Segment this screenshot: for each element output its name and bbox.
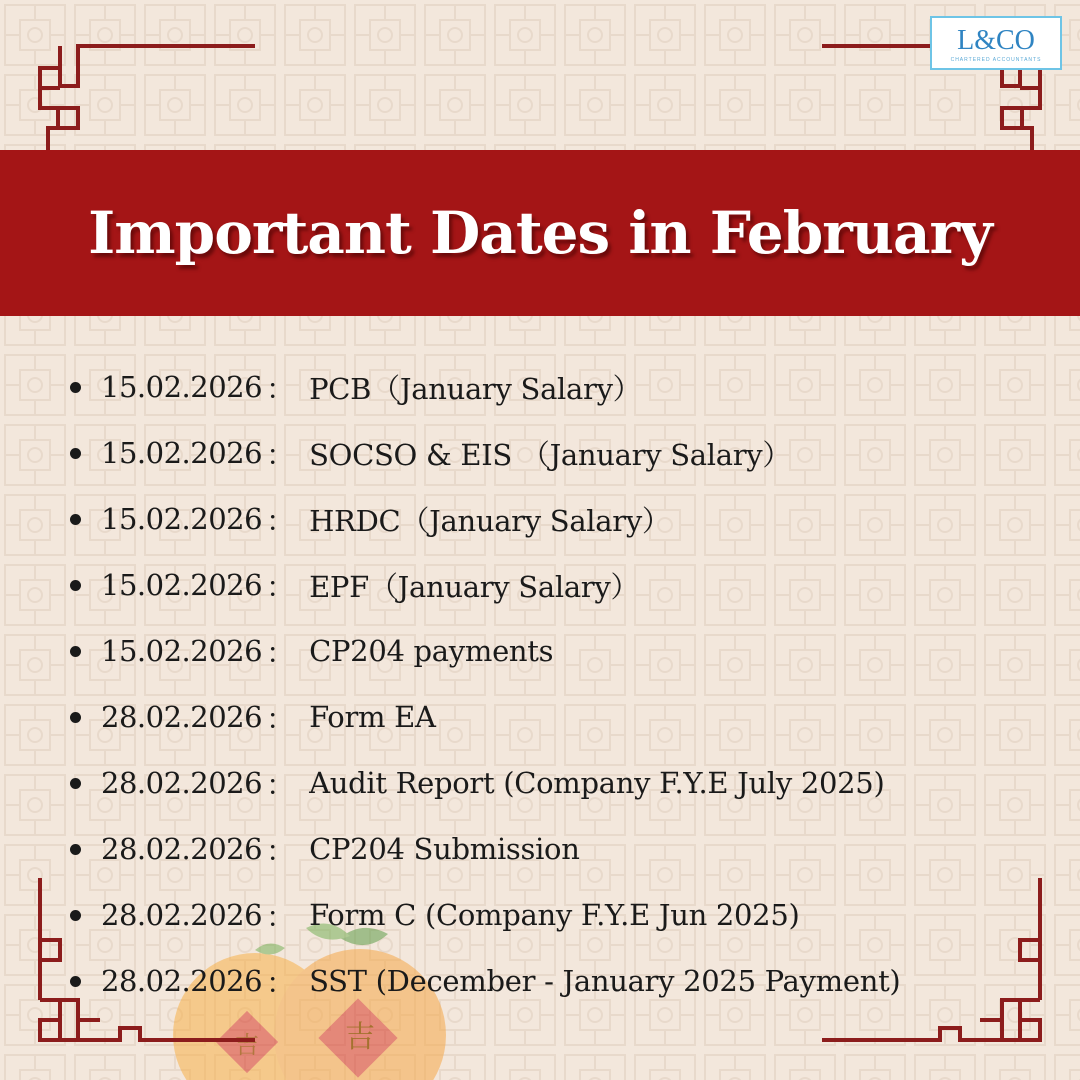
list-item: [70, 420, 1060, 486]
top-left-frame: [40, 46, 255, 150]
item-description: Form C (Company F.Y.E Jun 2025): [309, 898, 800, 932]
bullet-icon: [70, 844, 81, 855]
colon-separator: ：: [266, 371, 296, 406]
item-date: 15.02.2026: [101, 634, 263, 668]
bullet-icon: [70, 976, 81, 987]
item-date: 15.02.2026: [101, 436, 263, 470]
list-item: [70, 882, 1060, 948]
bullet-icon: [70, 514, 81, 525]
item-date: 28.02.2026: [101, 898, 263, 932]
list-item: [70, 486, 1060, 552]
bullet-icon: [70, 382, 81, 393]
colon-separator: ：: [266, 503, 296, 538]
item-date: 28.02.2026: [101, 766, 263, 800]
item-date: 28.02.2026: [101, 964, 263, 998]
list-item: [70, 948, 1060, 1014]
colon-separator: ：: [266, 701, 296, 736]
colon-separator: ：: [266, 833, 296, 868]
fortune-character-small: 吉: [235, 1031, 259, 1059]
logo-tagline: CHARTERED ACCOUNTANTS: [950, 57, 1042, 63]
list-item: [70, 816, 1060, 882]
page-title: Important Dates in February: [88, 199, 992, 267]
important-dates-list: [70, 354, 1060, 1014]
item-date: 15.02.2026: [101, 370, 263, 404]
item-description: PCB（January Salary）: [309, 371, 642, 406]
bullet-icon: [70, 580, 81, 591]
item-description: Form EA: [309, 700, 436, 734]
item-description: SOCSO & EIS （January Salary）: [309, 437, 792, 472]
item-date: 28.02.2026: [101, 700, 263, 734]
bullet-icon: [70, 712, 81, 723]
bullet-icon: [70, 778, 81, 789]
colon-separator: ：: [266, 635, 296, 670]
colon-separator: ：: [266, 899, 296, 934]
colon-separator: ：: [266, 767, 296, 802]
colon-separator: ：: [266, 569, 296, 604]
item-description: Audit Report (Company F.Y.E July 2025): [309, 766, 885, 800]
item-description: CP204 Submission: [309, 832, 580, 866]
logo-wordmark: L&CO: [957, 25, 1035, 56]
item-description: CP204 payments: [309, 634, 554, 668]
item-date: 28.02.2026: [101, 832, 263, 866]
item-description: EPF（January Salary）: [309, 569, 640, 604]
list-item: [70, 684, 1060, 750]
bullet-icon: [70, 448, 81, 459]
item-description: HRDC（January Salary）: [309, 503, 671, 538]
list-item: [70, 552, 1060, 618]
colon-separator: ：: [266, 965, 296, 1000]
bullet-icon: [70, 910, 81, 921]
lco-logo: [930, 16, 1062, 70]
fortune-character: 吉: [345, 1020, 375, 1055]
item-description: SST (December - January 2025 Payment): [309, 964, 901, 998]
bullet-icon: [70, 646, 81, 657]
item-date: 15.02.2026: [101, 502, 263, 536]
list-item: [70, 618, 1060, 684]
list-item: [70, 354, 1060, 420]
item-date: 15.02.2026: [101, 568, 263, 602]
list-item: [70, 750, 1060, 816]
colon-separator: ：: [266, 437, 296, 472]
